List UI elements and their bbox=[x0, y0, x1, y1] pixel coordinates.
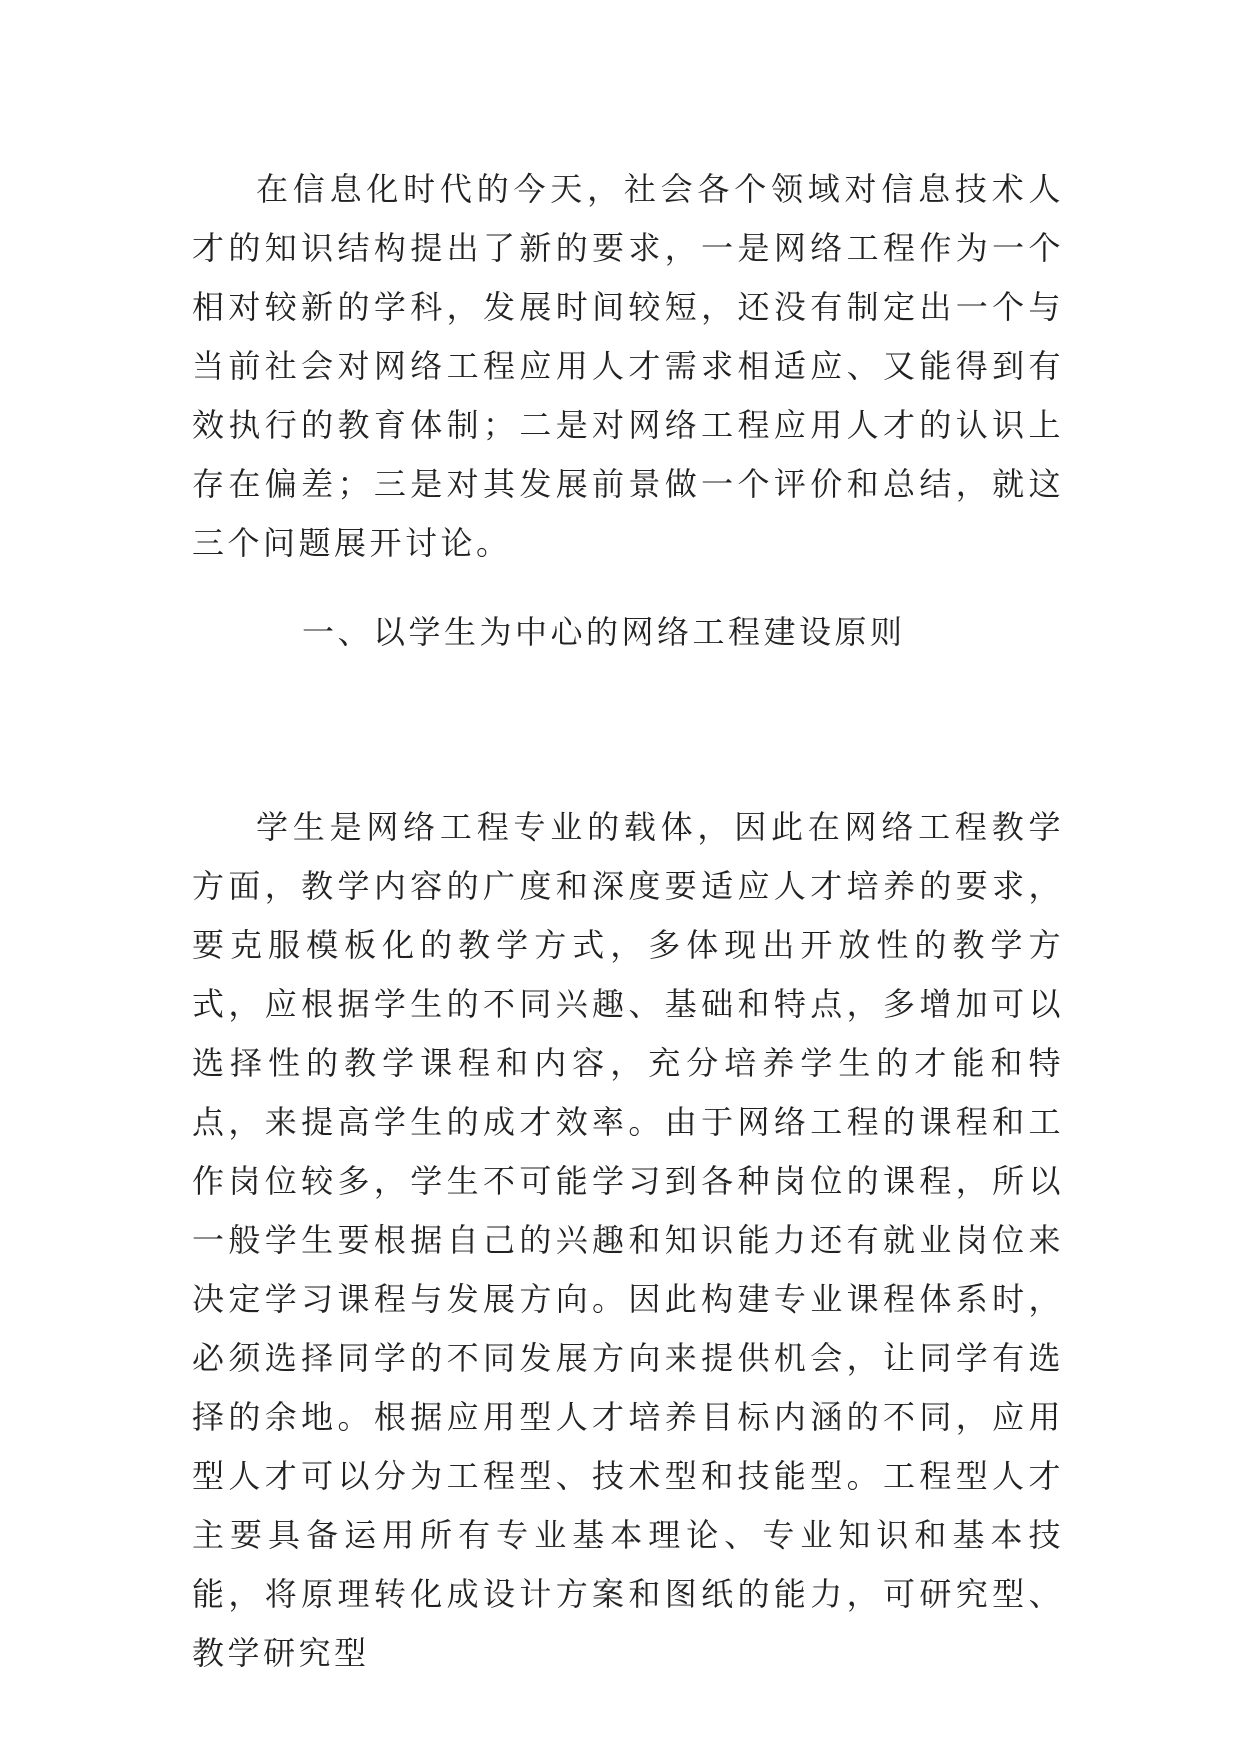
body-paragraph: 学生是网络工程专业的载体，因此在网络工程教学方面，教学内容的广度和深度要适应人才培养的要求，要克服模板化的教学方式，多体现出开放性的教学方式，应根据学生的不同兴趣、基础和特点，多增加可以选择性的教学课程和内容，充分培养学生的才能和特点，来提高学生的成才效率。由于网络工程的课程和工作岗位较多，学生不可能学习到各种岗位的课程，所以一般学生要根据自己的兴趣和知识能力还有就业岗位来决定学习课程与发展方向。因此构建专业课程体系时，必须选择同学的不同发展方向来提供机会，让同学有选择的余地。根据应用型人才培养目标内涵的不同，应用型人才可以分为工程型、技术型和技能型。工程型人才主要具备运用所有专业基本理论、专业知识和基本技能，将原理转化成设计方案和图纸的能力，可研究型、教学研究型 bbox=[192, 808, 1064, 1672]
intro-paragraph: 在信息化时代的今天，社会各个领域对信息技术人才的知识结构提出了新的要求，一是网络工程作为一个相对较新的学科，发展时间较短，还没有制定出一个与当前社会对网络工程应用人才需求相适应、又能得到有效执行的教育体制；二是对网络工程应用人才的认识上存在偏差；三是对其发展前景做一个评价和总结，就这三个问题展开讨论。 bbox=[192, 170, 1064, 562]
section-heading: 一、以学生为中心的网络工程建设原则 bbox=[302, 613, 906, 651]
